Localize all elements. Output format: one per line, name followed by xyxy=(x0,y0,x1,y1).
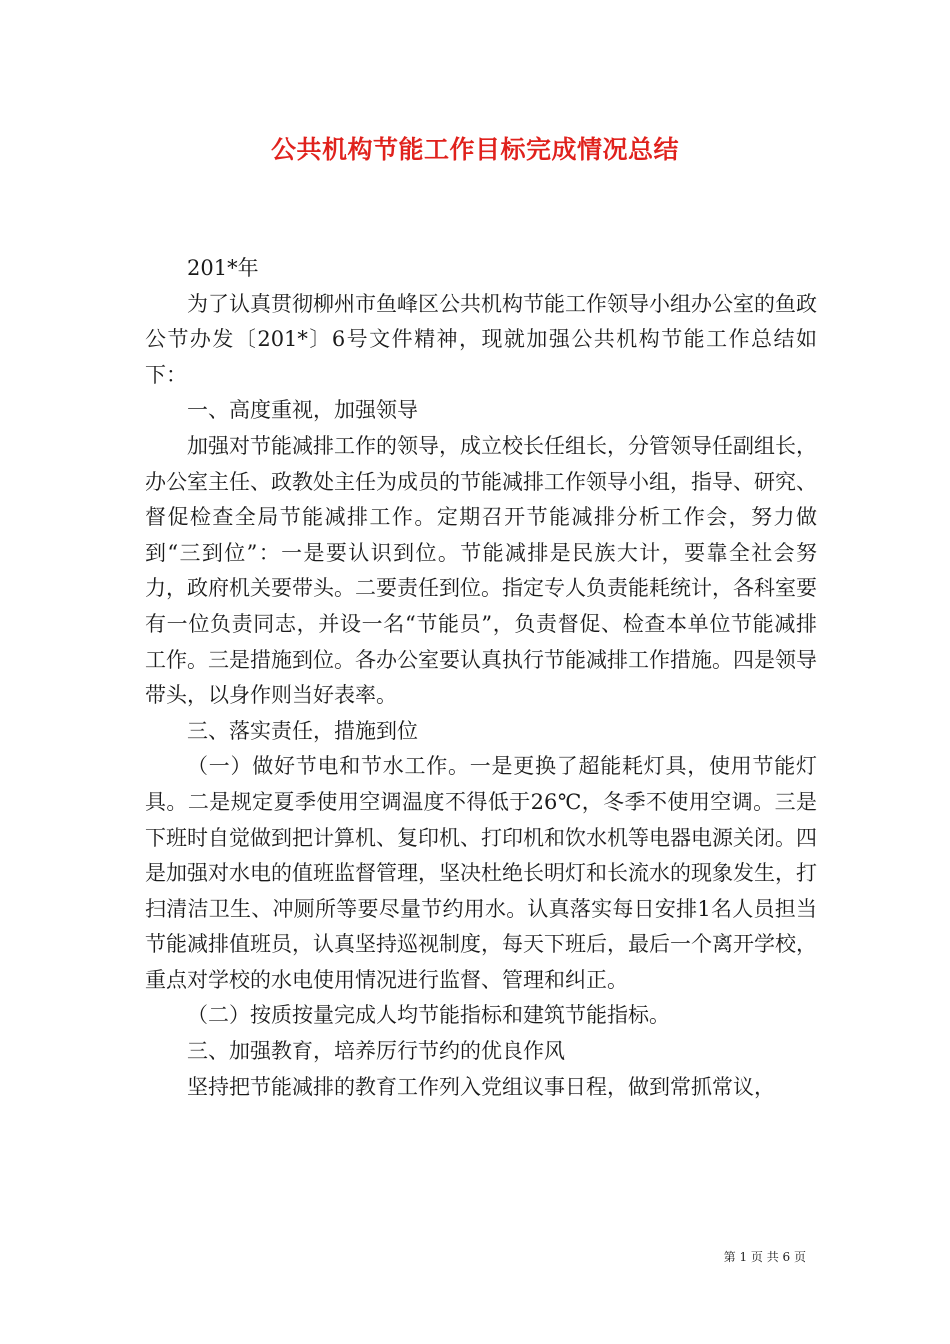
page-number: 第 1 页 共 6 页 xyxy=(723,1250,806,1264)
paragraph-intro: 为了认真贯彻柳州市鱼峰区公共机构节能工作领导小组办公室的鱼政公节办发〔201*〕6号文件精神，现就加强公共机构节能工作总结如下： xyxy=(145,291,817,387)
paragraph-leadership: 加强对节能减排工作的领导，成立校长任组长，分管领导任副组长，办公室主任、政教处主任为成员的节能减排工作领导小组，指导、研究、督促检查全局节能减排工作。定期召开节能减排分析工作会，努力做到“三到位”：一是要认识到位。节能减排是民族大计，要靠全社会努力，政府机关要带头。二要责任到位。指定专人负责能耗统计，各科室要有一位负责同志，并设一名“节能员”，负责督促、检查本单位节能减排工作。三是措施到位。各办公室要认真执行节能减排工作措施。四是领导带头，以身作则当好表率。 xyxy=(145,433,817,708)
paragraph-year: 201*年 xyxy=(187,256,259,280)
paragraph-power-water: （一）做好节电和节水工作。一是更换了超能耗灯具，使用节能灯具。二是规定夏季使用空调温度不得低于26℃，冬季不使用空调。三是下班时自觉做到把计算机、复印机、打印机和饮水机等电器电源关闭。四是加强对水电的值班监督管理，坚决杜绝长明灯和长流水的现象发生，打扫清洁卫生、冲厕所等要尽量节约用水。认真落实每日安排1名人员担当节能减排值班员，认真坚持巡视制度，每天下班后，最后一个离开学校，重点对学校的水电使用情况进行监督、管理和纠正。 xyxy=(145,754,817,992)
section-heading-1: 一、高度重视，加强领导 xyxy=(187,398,418,423)
section-heading-3: 三、加强教育，培养厉行节约的优良作风 xyxy=(187,1039,565,1064)
paragraph-targets: （二）按质按量完成人均节能指标和建筑节能指标。 xyxy=(187,1003,670,1028)
section-heading-2: 三、落实责任，措施到位 xyxy=(187,718,418,743)
document-body xyxy=(145,251,817,1105)
document-title: 公共机构节能工作目标完成情况总结 xyxy=(270,135,679,164)
paragraph-education: 坚持把节能减排的教育工作列入党组议事日程，做到常抓常议， xyxy=(187,1074,775,1099)
